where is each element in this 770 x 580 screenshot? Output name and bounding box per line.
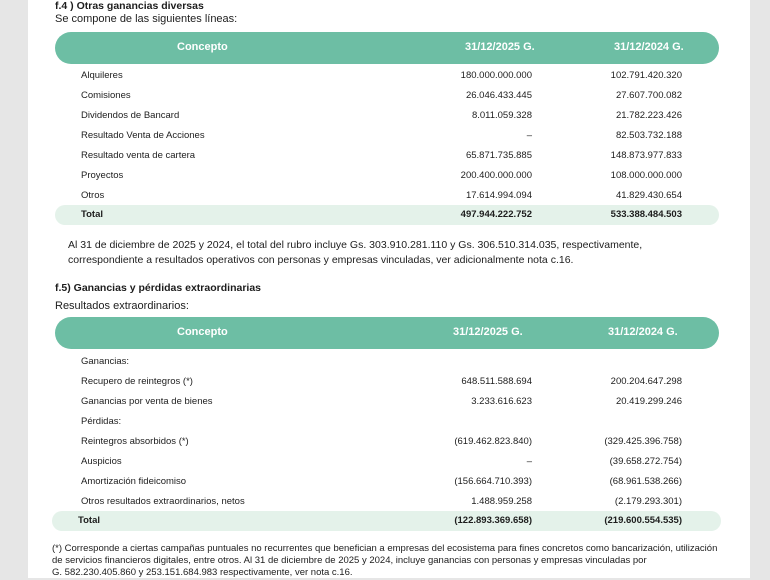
row-value-2024: 148.873.977.833 xyxy=(610,150,682,161)
total-value-2025: (122.893.369.658) xyxy=(454,515,532,526)
row-value-2025: – xyxy=(526,456,532,467)
row-value-2024: 82.503.732.188 xyxy=(615,130,682,141)
table-f5-total-row xyxy=(52,511,721,531)
section-f4-paragraph-line1: Al 31 de diciembre de 2025 y 2024, el total del rubro incluye Gs. 303.910.281.110 y Gs. 306.510.314.035, respectivamente, xyxy=(68,239,643,251)
row-value-2024: 20.419.299.246 xyxy=(615,396,682,407)
row-value-2025: 180.000.000.000 xyxy=(460,70,532,81)
section-f4-paragraph-line2: correspondiente a resultados operativos con personas y empresas vinculadas, ver adicionalmente nota c.16. xyxy=(68,254,574,266)
row-value-2024: (329.425.396.758) xyxy=(604,436,682,447)
table-row xyxy=(55,492,719,512)
row-value-2025: 26.046.433.445 xyxy=(465,90,532,101)
row-value-2024: 41.829.430.654 xyxy=(615,190,682,201)
row-value-2025: – xyxy=(526,130,532,141)
total-label: Total xyxy=(81,209,103,220)
row-value-2024: (68.961.538.266) xyxy=(609,476,682,487)
row-value-2024: 200.204.647.298 xyxy=(610,376,682,387)
table-row xyxy=(55,66,719,86)
section-f4-subtitle: Se compone de las siguientes líneas: xyxy=(55,13,238,25)
table-row xyxy=(55,146,719,166)
row-value-2025: (156.664.710.393) xyxy=(454,476,532,487)
header-2025: 31/12/2025 G. xyxy=(465,41,535,53)
table-f4-total-row xyxy=(55,205,719,225)
table-row xyxy=(55,392,719,412)
row-label: Otros xyxy=(81,190,105,201)
total-value-2025: 497.944.222.752 xyxy=(460,209,532,220)
row-value-2024: 27.607.700.082 xyxy=(615,90,682,101)
table-row xyxy=(55,352,719,372)
table-f4-header xyxy=(55,32,719,64)
table-row xyxy=(55,126,719,146)
table-row xyxy=(55,452,719,472)
row-value-2024: (2.179.293.301) xyxy=(614,496,682,507)
header-2025: 31/12/2025 G. xyxy=(453,326,523,338)
row-label: Reintegros absorbidos (*) xyxy=(81,436,189,447)
header-2024: 31/12/2024 G. xyxy=(608,326,678,338)
row-value-2025: (619.462.823.840) xyxy=(454,436,532,447)
row-label: Otros resultados extraordinarios, netos xyxy=(81,496,245,507)
row-label: Auspicios xyxy=(81,456,122,467)
section-f5-note-line1: (*) Corresponde a ciertas campañas puntuales no recurrentes que benefician a empresas del ecosistema para fines concretos como bancarización, utilización xyxy=(52,543,718,554)
row-value-2024: 21.782.223.426 xyxy=(615,110,682,121)
header-concept: Concepto xyxy=(177,326,228,338)
row-label: Pérdidas: xyxy=(81,416,122,427)
total-label: Total xyxy=(78,515,100,526)
section-f5-subtitle: Resultados extraordinarios: xyxy=(55,300,189,312)
header-2024: 31/12/2024 G. xyxy=(614,41,684,53)
row-label: Ganancias por venta de bienes xyxy=(81,396,213,407)
row-label: Alquileres xyxy=(81,70,123,81)
table-f4-body xyxy=(55,66,719,226)
row-label: Proyectos xyxy=(81,170,124,181)
row-label: Comisiones xyxy=(81,90,131,101)
section-f5-note-line2: de servicios financieros digitales, entre otros. Al 31 de diciembre de 2025 y 2024, incluye ganancias con personas y empresas vinculadas por xyxy=(52,555,647,566)
row-value-2024: (39.658.272.754) xyxy=(609,456,682,467)
table-row xyxy=(55,106,719,126)
section-f5-title: f.5) Ganancias y pérdidas extraordinarias xyxy=(55,282,262,294)
row-label: Resultado venta de cartera xyxy=(81,150,196,161)
row-value-2024: 102.791.420.320 xyxy=(610,70,682,81)
row-value-2025: 8.011.059.328 xyxy=(471,110,532,121)
row-value-2025: 200.400.000.000 xyxy=(460,170,532,181)
header-concept: Concepto xyxy=(177,41,228,53)
section-f4-title: f.4 ) Otras ganancias diversas xyxy=(55,0,204,12)
row-value-2025: 1.488.959.258 xyxy=(471,496,532,507)
table-row xyxy=(55,432,719,452)
table-row xyxy=(55,372,719,392)
table-row xyxy=(55,412,719,432)
row-value-2025: 3.233.616.623 xyxy=(471,396,532,407)
table-f5-body xyxy=(55,352,719,512)
table-row xyxy=(55,186,719,206)
total-value-2024: (219.600.554.535) xyxy=(604,515,682,526)
table-row xyxy=(55,86,719,106)
table-row xyxy=(55,166,719,186)
row-label: Ganancias: xyxy=(81,356,130,367)
row-value-2025: 17.614.994.094 xyxy=(465,190,532,201)
row-label: Resultado Venta de Acciones xyxy=(81,130,205,141)
row-value-2025: 65.871.735.885 xyxy=(465,150,532,161)
row-value-2024: 108.000.000.000 xyxy=(610,170,682,181)
row-label: Recupero de reintegros (*) xyxy=(81,376,193,387)
document-page xyxy=(28,0,750,578)
table-row xyxy=(55,472,719,492)
row-label: Amortización fideicomiso xyxy=(81,476,187,487)
row-value-2025: 648.511.588.694 xyxy=(461,376,532,387)
total-value-2024: 533.388.484.503 xyxy=(610,209,682,220)
row-label: Dividendos de Bancard xyxy=(81,110,180,121)
table-f5-header xyxy=(55,317,719,349)
section-f5-note-line3: G. 582.230.405.860 y 253.151.684.983 respectivamente, ver nota c.16. xyxy=(52,567,353,578)
